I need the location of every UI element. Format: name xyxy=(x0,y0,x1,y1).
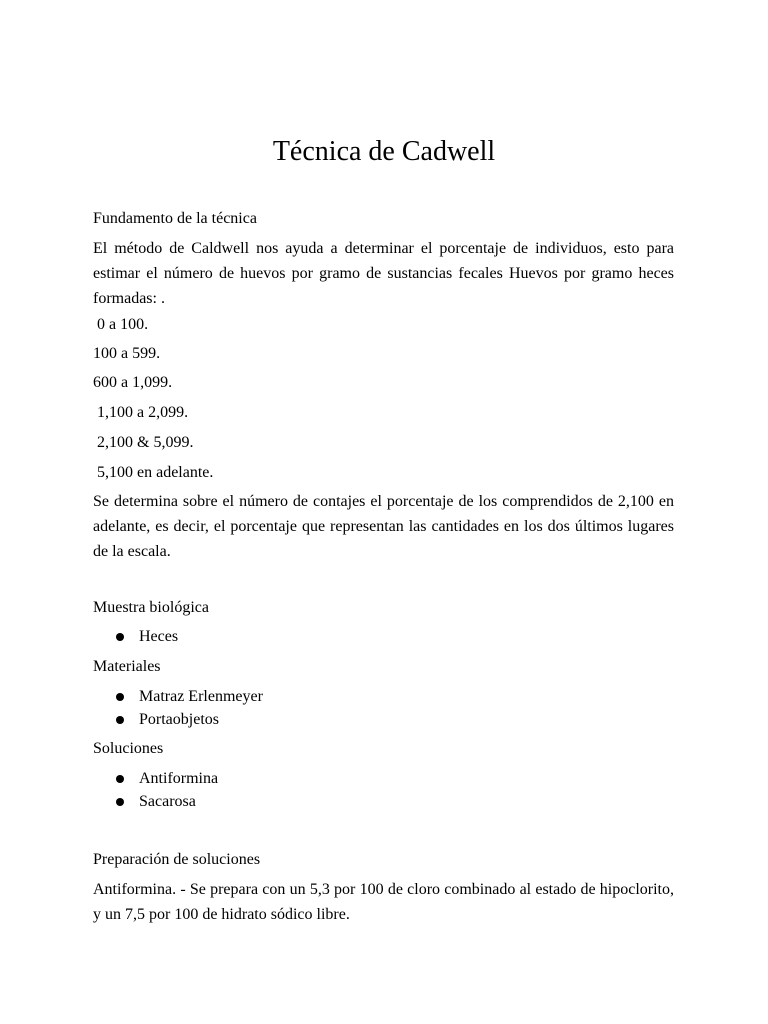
bullet-icon xyxy=(116,798,124,806)
section-heading-muestra: Muestra biológica xyxy=(93,599,209,616)
list-item-label: Portaobjetos xyxy=(139,711,219,728)
list-item xyxy=(93,686,674,709)
section-heading-materiales: Materiales xyxy=(93,658,161,675)
muestra-list xyxy=(93,626,674,649)
scale-range-item: 1,100 a 2,099. xyxy=(93,404,189,421)
bullet-icon xyxy=(116,693,124,701)
scale-range-item: 600 a 1,099. xyxy=(93,374,173,391)
list-item-label: Matraz Erlenmeyer xyxy=(139,688,263,705)
bullet-icon xyxy=(116,775,124,783)
section-heading-fundamento: Fundamento de la técnica xyxy=(93,210,257,227)
scale-range-item: 100 a 599. xyxy=(93,345,161,362)
scale-range-item: 2,100 & 5,099. xyxy=(93,434,194,451)
fundamento-intro-paragraph: El método de Caldwell nos ayuda a determinar el porcentaje de individuos, esto para estimar el número de huevos por gramo de sustancias fecales Huevos por gramo heces formadas: . xyxy=(93,240,674,307)
bullet-icon xyxy=(116,633,124,641)
document-title: Técnica de Cadwell xyxy=(272,136,496,167)
preparacion-paragraph: Antiformina. - Se prepara con un 5,3 por 100 de cloro combinado al estado de hipoclorito, y un 7,5 por 100 de hidrato sódico libre. xyxy=(93,881,674,923)
soluciones-list xyxy=(93,768,674,814)
list-item xyxy=(93,791,674,814)
fundamento-conclusion-paragraph: Se determina sobre el número de contajes el porcentaje de los comprendidos de 2,100 en adelante, es decir, el porcentaje que representan las cantidades en los dos últimos lugares de la escala. xyxy=(93,493,674,560)
list-item-label: Sacarosa xyxy=(139,793,196,810)
materiales-list xyxy=(93,686,674,732)
list-item xyxy=(93,626,674,649)
list-item xyxy=(93,768,674,791)
scale-range-item: 5,100 en adelante. xyxy=(93,464,214,481)
bullet-icon xyxy=(116,716,124,724)
list-item-label: Antiformina xyxy=(139,770,219,787)
list-item-label: Heces xyxy=(139,628,179,645)
list-item xyxy=(93,709,674,732)
scale-range-item: 0 a 100. xyxy=(93,316,149,333)
section-heading-soluciones: Soluciones xyxy=(93,740,164,757)
section-heading-preparacion: Preparación de soluciones xyxy=(93,851,261,868)
